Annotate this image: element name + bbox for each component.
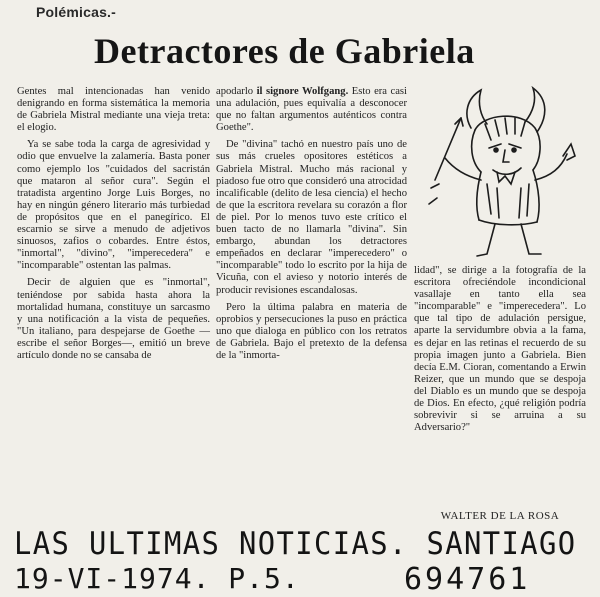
headline: Detractores de Gabriela: [94, 31, 475, 71]
section-label: Polémicas.-: [36, 4, 117, 20]
paragraph: Ya se sabe toda la carga de agresividad y odio que envuelve la zalamería. Basta poner como ejemplo los "cuidados del sacristán que mataron al señor cura". Según el tratadista argentino Jorge Luis Borges, no hay en ningún género literario más turbiedad de propósitos que en el panegírico. El escarnio se sirve a menudo de adjetivos sinuosos, zafios o cobardes. Entre éstos, "inmortal", "divino", "imperecedera" e "incomparable" ostentan las palmas.: [17, 139, 210, 272]
paragraph: Gentes mal intencionadas han venido denigrando en forma sistemática la memoria de Gabriela Mistral mediante una vieja treta: el elogio.: [17, 86, 210, 134]
column-3: [414, 265, 586, 439]
paragraph: [216, 86, 407, 134]
handwritten-source: LAS ULTIMAS NOTICIAS. SANTIAGO: [14, 526, 577, 562]
paragraph-bold: il signore Wolfgang.: [256, 86, 349, 97]
handwritten-date: 19-VI-1974. P.5.: [14, 562, 300, 595]
paragraph: Decir de alguien que es "inmortal", teniéndose por sabida hasta ahora la mortalidad humana, constituye un sarcasmo y una notificación a la vista de pequeñes. "Un italiano, para despejarse de Goethe —escribe el señor Borges—, emitió un breve artículo donde no se cansaba de: [17, 277, 210, 361]
paragraph: De "divina" tachó en nuestro país uno de sus más crueles opositores estéticos a Gabriela Mistral. Mucho más racional y piadoso fue otro que consideró una atrocidad incalificable (delito de lesa ciencia) el hecho de que la escritora revelara su corazón a flor de piel. Por lo menos tuvo este crítico el buen tacto de no llamarla "divina". Sin embargo, abundan los detractores empeñados en declarar "imperecedero" o "incomparable" todo lo escrito por la hija de Vicuña, con el avieso y notorio interés de producir revisiones escandalosas.: [216, 139, 407, 296]
paragraph-lead: apodarlo: [216, 86, 254, 97]
handwritten-code: 694761: [404, 562, 531, 597]
paragraph: lidad", se dirige a la fotografía de la escritora ofreciéndole incondicional vasallaje en tanto ella sea "incomparable" e "imperecedera". Lo que tal tipo de adulación persigue, aparte la servidumbre obvia a la fama, es dejar en las retinas el recuerdo de su propia imagen junto a Gabriela. Bien decía E.M. Cioran, comentando a Erwin Reizer, que un mundo que se despoja del Diablo es un mundo que se despoja de Dios. En efecto, ¿qué religión podría sobrevivir si se arruina a su Adversario?": [414, 265, 586, 434]
paragraph: Pero la última palabra en materia de oprobios y persecuciones la puso en práctica uno que dialoga en público con los retratos de Gabriela. Bajo el pretexto de la defensa de la "inmorta-: [216, 301, 407, 361]
column-2: [216, 86, 407, 367]
column-1: [17, 86, 210, 367]
byline: WALTER DE LA ROSA: [440, 510, 560, 522]
paragraph-rest: Esto era casi una adulación, pues equivalía a desconocer que no faltan argumentos auténticos contra Goethe".: [216, 86, 407, 134]
devil-caricature-icon: [425, 84, 590, 259]
